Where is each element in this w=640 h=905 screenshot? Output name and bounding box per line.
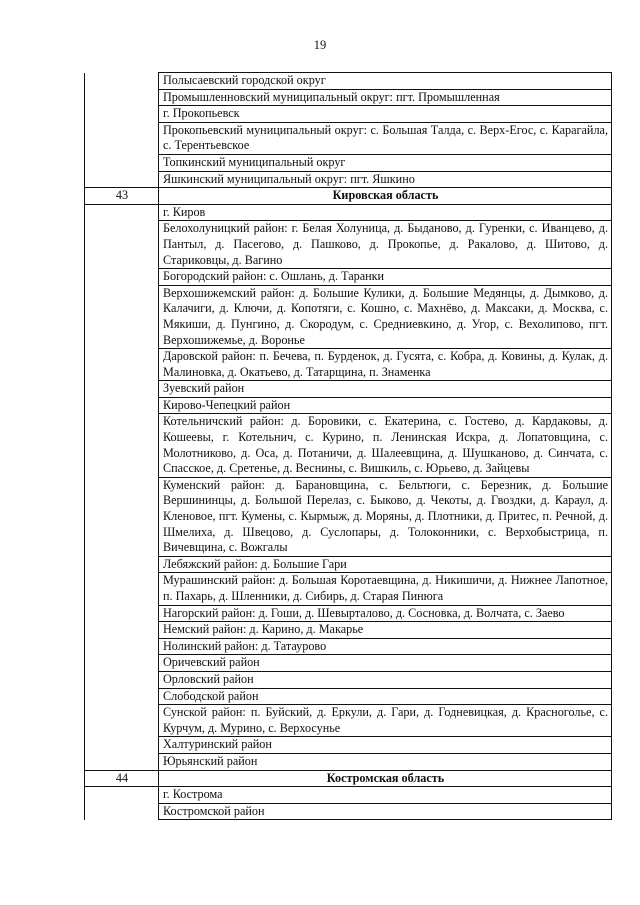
row-number: [85, 803, 159, 820]
district-entry: Юрьянский район: [159, 753, 612, 770]
district-entry: г. Киров: [159, 204, 612, 221]
district-entry: Халтуринский район: [159, 737, 612, 754]
region-name: Кировская область: [159, 188, 612, 205]
table-row: [85, 89, 612, 106]
district-entry: Котельничский район: д. Боровики, с. Екатерина, с. Гостево, д. Кардаковы, д. Кошеевы, г. Котельнич, с. Курино, п. Ленинская Искра, д. Лопатовщина, с. Молотниково, д. Оса, д. Потаничи, д. Шалеевщина, д. Шушканово, д. Синчата, с. Спасское, д. Сретенье, д. Веснины, с. Вишкиль, с. Юрьево, д. Зайцевы: [159, 414, 612, 477]
row-number: [85, 573, 159, 605]
table-row: [85, 285, 612, 348]
region-name: Костромская область: [159, 770, 612, 787]
row-number: [85, 73, 159, 90]
district-entry: Кирово-Чепецкий район: [159, 397, 612, 414]
table-row: [85, 671, 612, 688]
row-number: [85, 655, 159, 672]
district-entry: Полысаевский городской округ: [159, 73, 612, 90]
district-entry: Богородский район: с. Ошлань, д. Таранки: [159, 269, 612, 286]
row-number: [85, 688, 159, 705]
table-row: [85, 154, 612, 171]
row-number: [85, 269, 159, 286]
row-number: [85, 556, 159, 573]
row-number: [85, 705, 159, 737]
table-row: [85, 803, 612, 820]
district-entry: Сунской район: п. Буйский, д. Еркули, д. Гари, д. Годневицкая, д. Красноголье, с. Курчум, д. Мурино, с. Верхосунье: [159, 705, 612, 737]
table-row: [85, 221, 612, 269]
row-number: [85, 106, 159, 123]
district-entry: г. Кострома: [159, 787, 612, 804]
table-row: [85, 638, 612, 655]
district-entry: Топкинский муниципальный округ: [159, 154, 612, 171]
district-entry: Даровской район: п. Бечева, п. Бурденок, д. Гусята, с. Кобра, д. Ковины, д. Кулак, д. Малиновка, д. Окатьево, д. Татарщина, п. Знаменка: [159, 349, 612, 381]
row-number: [85, 204, 159, 221]
table-row: [85, 556, 612, 573]
table-row: [85, 414, 612, 477]
row-number: [85, 349, 159, 381]
district-entry: Орловский район: [159, 671, 612, 688]
regions-table: [84, 72, 612, 820]
region-header-row: [85, 188, 612, 205]
table-row: [85, 73, 612, 90]
district-entry: Костромской район: [159, 803, 612, 820]
page-number: 19: [313, 38, 327, 52]
row-number: [85, 221, 159, 269]
table-row: [85, 622, 612, 639]
row-number: [85, 381, 159, 398]
row-number: [85, 753, 159, 770]
row-number: [85, 397, 159, 414]
region-header-row: [85, 770, 612, 787]
table-row: [85, 477, 612, 556]
table-row: [85, 737, 612, 754]
district-entry: Белохолуницкий район: г. Белая Холуница, д. Быданово, д. Гуренки, с. Иванцево, д. Пантыл, д. Пасегово, д. Пашково, д. Прокопье, д. Ракалово, д. Шитово, д. Стариковцы, д. Вагино: [159, 221, 612, 269]
district-entry: Слободской район: [159, 688, 612, 705]
district-entry: Лебяжский район: д. Большие Гари: [159, 556, 612, 573]
table-row: [85, 605, 612, 622]
table-row: [85, 787, 612, 804]
row-number: [85, 89, 159, 106]
district-entry: Яшкинский муниципальный округ: пгт. Яшкино: [159, 171, 612, 188]
table-row: [85, 349, 612, 381]
district-entry: Куменский район: д. Барановщина, с. Бельтюги, с. Березник, д. Большие Вершининцы, д. Большой Перелаз, с. Быково, д. Чекоты, д. Гвоздки, д. Караул, д. Кленовое, пгт. Кумены, с. Кырмыж, д. Моряны, д. Плотники, д. Притес, п. Речной, д. Шмелиха, д. Швецово, д. Суслопары, д. Толоконники, с. Верхобыстрица, п. Вичевщина, с. Вожгалы: [159, 477, 612, 556]
row-number: [85, 671, 159, 688]
row-number: [85, 414, 159, 477]
row-number: 43: [85, 188, 159, 205]
district-entry: Нагорский район: д. Гоши, д. Шевырталово, д. Сосновка, д. Волчата, с. Заево: [159, 605, 612, 622]
district-entry: Верхошижемский район: д. Большие Кулики, д. Большие Медянцы, д. Дымково, д. Калачиги, д. Ключи, д. Копотяги, с. Кошно, с. Махнёво, д. Максаки, д. Москва, с. Мякиши, д. Пунгино, д. Скородум, с. Средниевкино, д. Угор, с. Вехолипово, пгт. Верхошижемье, д. Воронье: [159, 285, 612, 348]
table-row: [85, 269, 612, 286]
row-number: [85, 605, 159, 622]
row-number: [85, 477, 159, 556]
row-number: [85, 154, 159, 171]
table-row: [85, 381, 612, 398]
row-number: [85, 622, 159, 639]
district-entry: Немский район: д. Карино, д. Макарье: [159, 622, 612, 639]
district-entry: Промышленновский муниципальный округ: пгт. Промышленная: [159, 89, 612, 106]
table-row: [85, 397, 612, 414]
table-row: [85, 705, 612, 737]
row-number: [85, 787, 159, 804]
district-entry: Оричевский район: [159, 655, 612, 672]
table-row: [85, 655, 612, 672]
row-number: [85, 285, 159, 348]
table-row: [85, 688, 612, 705]
district-entry: Мурашинский район: д. Большая Коротаевщина, д. Никишичи, д. Нижнее Лапотное, п. Пахарь, д. Шленники, д. Сибирь, д. Старая Пинюга: [159, 573, 612, 605]
row-number: [85, 638, 159, 655]
row-number: [85, 737, 159, 754]
row-number: [85, 122, 159, 154]
district-entry: г. Прокопьевск: [159, 106, 612, 123]
district-entry: Нолинский район: д. Татаурово: [159, 638, 612, 655]
table-row: [85, 171, 612, 188]
table-row: [85, 753, 612, 770]
table-row: [85, 204, 612, 221]
table-row: [85, 106, 612, 123]
row-number: [85, 171, 159, 188]
table-row: [85, 573, 612, 605]
table-row: [85, 122, 612, 154]
row-number: 44: [85, 770, 159, 787]
district-entry: Зуевский район: [159, 381, 612, 398]
district-entry: Прокопьевский муниципальный округ: с. Большая Талда, с. Верх-Егос, с. Карагайла, с. Терентьевское: [159, 122, 612, 154]
